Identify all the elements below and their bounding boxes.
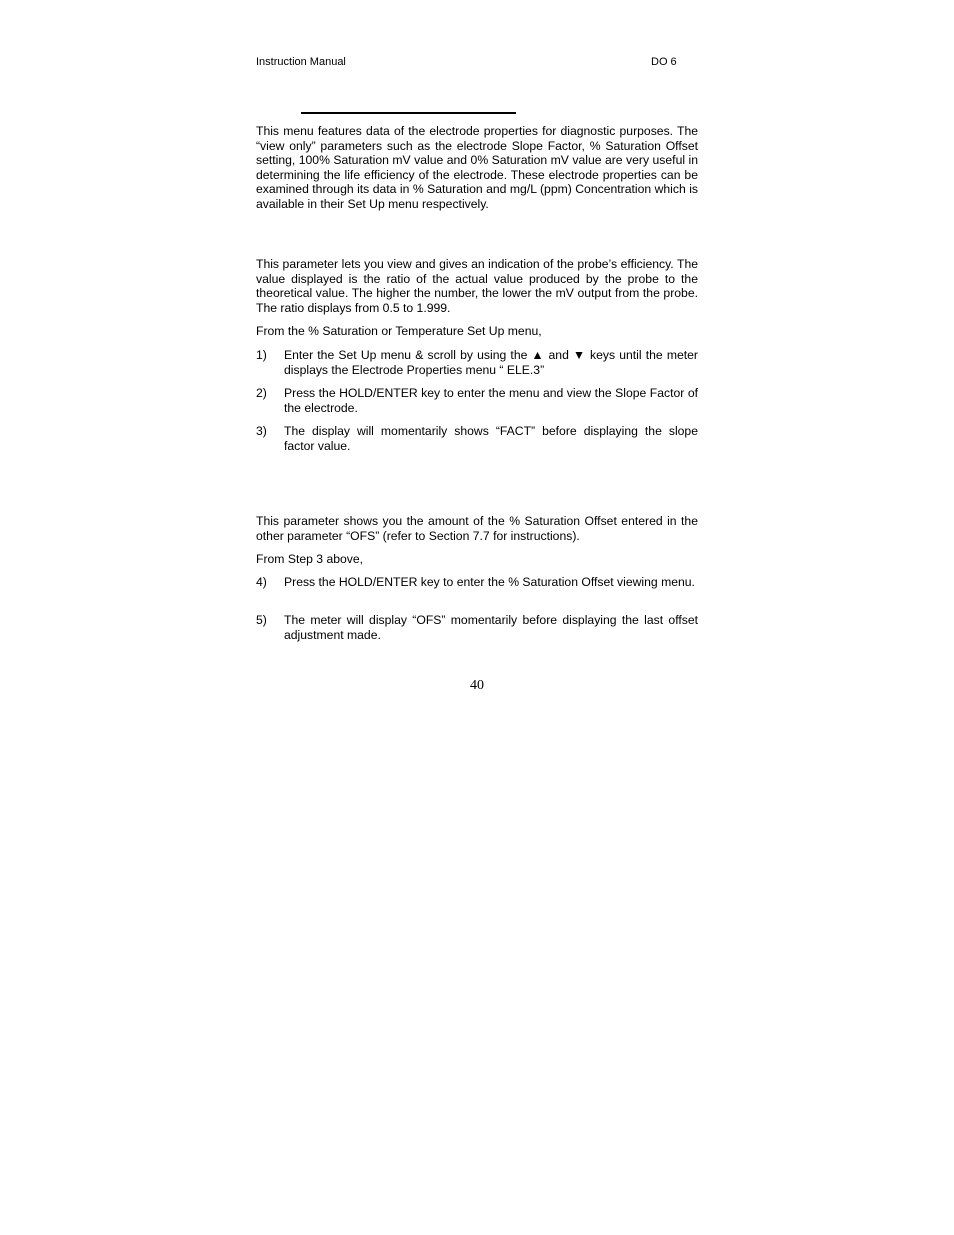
step-number: 5) bbox=[256, 613, 267, 627]
step-text: Enter the Set Up menu & scroll by using the ▲ and ▼ keys until the meter displays the Electrode Properties menu “ ELE.3” bbox=[284, 348, 698, 377]
step-number: 2) bbox=[256, 386, 267, 400]
step-5 bbox=[256, 613, 698, 642]
page-number: 40 bbox=[470, 678, 484, 693]
step-number: 4) bbox=[256, 575, 267, 589]
step-text: Press the HOLD/ENTER key to enter the menu and view the Slope Factor of the electrode. bbox=[284, 386, 698, 415]
intro-paragraph: This menu features data of the electrode properties for diagnostic purposes. The “view only” parameters such as the electrode Slope Factor, % Saturation Offset setting, 100% Saturation mV value and 0% Saturation mV value are very useful in determining the life efficiency of the electrode. These electrode properties can be examined through its data in % Saturation and mg/L (ppm) Concentration which is available in their Set Up menu respectively. bbox=[256, 124, 698, 211]
header-title: Instruction Manual bbox=[256, 56, 346, 68]
step-number: 1) bbox=[256, 348, 267, 362]
slope-factor-paragraph: This parameter lets you view and gives an indication of the probe’s efficiency. The value displayed is the ratio of the actual value produced by the probe to the theoretical value. The higher the number, the lower the mV output from the probe. The ratio displays from 0.5 to 1.999. bbox=[256, 257, 698, 315]
header-model: DO 6 bbox=[651, 56, 677, 68]
step-4 bbox=[256, 575, 698, 590]
section-heading-rule bbox=[301, 112, 516, 114]
step-text: The meter will display “OFS” momentarily before displaying the last offset adjustment made. bbox=[284, 613, 698, 642]
offset-paragraph: This parameter shows you the amount of the % Saturation Offset entered in the other parameter “OFS” (refer to Section 7.7 for instructions). bbox=[256, 514, 698, 543]
from-step-line: From Step 3 above, bbox=[256, 552, 364, 566]
step-2 bbox=[256, 386, 698, 415]
from-setup-line: From the % Saturation or Temperature Set Up menu, bbox=[256, 324, 542, 338]
step-number: 3) bbox=[256, 424, 267, 438]
step-text: The display will momentarily shows “FACT” before displaying the slope factor value. bbox=[284, 424, 698, 453]
step-1 bbox=[256, 348, 698, 377]
step-3 bbox=[256, 424, 698, 453]
step-text: Press the HOLD/ENTER key to enter the % Saturation Offset viewing menu. bbox=[284, 575, 695, 589]
